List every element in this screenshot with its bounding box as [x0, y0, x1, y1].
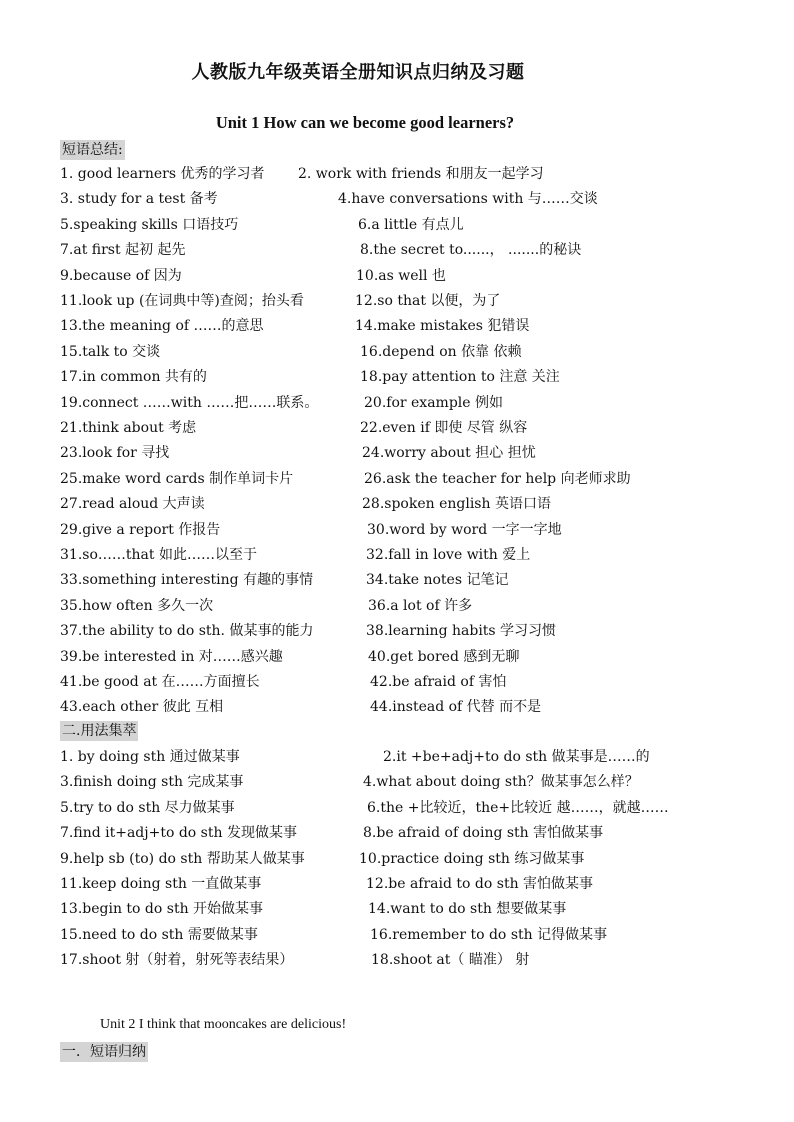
phrase-item-left: 19.connect ……with ……把……联系。: [60, 394, 319, 411]
usage-row: [0, 848, 794, 870]
phrase-item-left: 13.the meaning of ……的意思: [60, 318, 264, 335]
phrase-item-left: 21.think about 考虑: [60, 420, 197, 436]
phrase-item-left: 39.be interested in 对……感兴趣: [60, 648, 283, 665]
usage-row: [0, 873, 794, 895]
phrase-row: [0, 315, 794, 337]
usage-item-right: 18.shoot at（ 瞄准） 射: [371, 952, 530, 969]
phrase-row: [0, 265, 794, 287]
phrase-item-left: 1. good learners 优秀的学习者: [60, 166, 265, 182]
phrase-item-left: 35.how often 多久一次: [60, 597, 214, 614]
phrase-row: [0, 569, 794, 591]
phrase-row: [0, 417, 794, 439]
phrase-row: [0, 544, 794, 566]
phrase-item-left: 3. study for a test 备考: [60, 191, 218, 208]
usage-item-left: 17.shoot 射（射着，射死等表结果）: [60, 952, 294, 969]
phrase-item-left: 15.talk to 交谈: [60, 343, 161, 360]
phrase-item-right: 2. work with friends 和朋友一起学习: [298, 166, 544, 182]
usage-item-right: 16.remember to do sth 记得做某事: [370, 926, 608, 943]
phrase-item-left: 11.look up (在词典中等)查阅；抬头看: [60, 293, 304, 309]
phrase-item-right: 12.so that 以便，为了: [355, 293, 501, 309]
phrase-item-right: 42.be afraid of 害怕: [370, 674, 507, 690]
phrase-row: [0, 341, 794, 363]
usage-item-left: 7.find it+adj+to do sth 发现做某事: [60, 825, 297, 842]
phrase-row: [0, 519, 794, 541]
unit1-heading: Unit 1 How can we become good learners?: [215, 113, 515, 132]
phrase-item-right: 4.have conversations with 与……交谈: [338, 191, 598, 208]
phrase-row: [0, 493, 794, 515]
phrase-item-right: 30.word by word 一字一字地: [367, 521, 562, 538]
phrase-item-right: 44.instead of 代替 而不是: [370, 699, 542, 716]
phrase-item-left: 7.at first 起初 起先: [60, 242, 186, 259]
phrase-item-right: 32.fall in love with 爱上: [366, 547, 531, 563]
phrase-row: [0, 366, 794, 388]
usage-item-right: 14.want to do sth 想要做某事: [368, 901, 567, 918]
section-usages-label: 二.用法集萃: [62, 723, 137, 739]
phrase-item-right: 40.get bored 感到无聊: [368, 648, 520, 665]
phrase-row: [0, 214, 794, 236]
phrase-row: [0, 696, 794, 718]
usage-item-left: 3.finish doing sth 完成某事: [60, 774, 244, 791]
phrase-row: [0, 290, 794, 312]
phrase-item-right: 26.ask the teacher for help 向老师求助: [364, 470, 631, 487]
phrase-row: [0, 468, 794, 490]
phrase-item-right: 14.make mistakes 犯错误: [355, 318, 530, 335]
phrase-item-left: 37.the ability to do sth. 做某事的能力: [60, 623, 314, 640]
usage-row: [0, 949, 794, 971]
usage-item-left: 11.keep doing sth 一直做某事: [60, 876, 262, 892]
document-title: 人教版九年级英语全册知识点归纳及习题: [191, 62, 525, 83]
phrase-item-right: 22.even if 即使 尽管 纵容: [360, 420, 528, 436]
usage-row: [0, 898, 794, 920]
usage-item-left: 13.begin to do sth 开始做某事: [60, 901, 264, 918]
section-unit2-phrases-label: 一．短语归纳: [62, 1044, 146, 1060]
phrase-row: [0, 239, 794, 261]
section-phrases-label: 短语总结:: [62, 142, 123, 158]
phrase-item-left: 29.give a report 作报告: [60, 521, 221, 538]
phrase-item-right: 34.take notes 记笔记: [366, 572, 509, 589]
phrase-row: [0, 620, 794, 642]
usage-row: [0, 797, 794, 819]
phrase-item-right: 6.a little 有点儿: [358, 216, 464, 233]
phrase-item-left: 33.something interesting 有趣的事情: [60, 572, 314, 589]
phrase-row: [0, 646, 794, 668]
phrase-row: [0, 595, 794, 617]
usage-row: [0, 746, 794, 768]
phrase-item-right: 38.learning habits 学习习惯: [366, 623, 557, 640]
phrase-item-right: 28.spoken english 英语口语: [362, 496, 551, 513]
usage-item-right: 8.be afraid of doing sth 害怕做某事: [363, 825, 604, 842]
usage-item-left: 9.help sb (to) do sth 帮助某人做某事: [60, 850, 305, 867]
usage-item-left: 5.try to do sth 尽力做某事: [60, 799, 235, 816]
phrase-item-left: 27.read aloud 大声读: [60, 496, 205, 513]
phrase-row: [0, 163, 794, 185]
phrase-item-right: 36.a lot of 许多: [368, 597, 473, 614]
phrase-item-left: 23.look for 寻找: [60, 445, 170, 462]
usage-row: [0, 924, 794, 946]
phrase-item-left: 41.be good at 在……方面擅长: [60, 674, 260, 690]
phrase-row: [0, 442, 794, 464]
phrase-row: [0, 188, 794, 210]
phrase-item-right: 10.as well 也: [356, 267, 446, 284]
phrase-row: [0, 671, 794, 693]
usage-row: [0, 822, 794, 844]
usage-item-left: 15.need to do sth 需要做某事: [60, 926, 258, 943]
usage-row: [0, 771, 794, 793]
usage-item-right: 2.it +be+adj+to do sth 做某事是……的: [383, 749, 650, 765]
usage-item-right: 6.the +比较近，the+比较近 越……，就越……: [367, 799, 669, 816]
phrase-item-left: 9.because of 因为: [60, 267, 182, 284]
usage-item-right: 4.what about doing sth？做某事怎么样？: [363, 774, 639, 791]
phrase-item-left: 31.so……that 如此……以至于: [60, 547, 257, 563]
phrase-item-right: 18.pay attention to 注意 关注: [360, 369, 560, 386]
phrase-item-left: 5.speaking skills 口语技巧: [60, 216, 239, 233]
phrase-item-right: 20.for example 例如: [364, 394, 503, 411]
usage-item-right: 12.be afraid to do sth 害怕做某事: [366, 876, 594, 892]
phrase-row: [0, 392, 794, 414]
usage-item-right: 10.practice doing sth 练习做某事: [359, 850, 585, 867]
usage-item-left: 1. by doing sth 通过做某事: [60, 749, 240, 765]
phrase-item-left: 25.make word cards 制作单词卡片: [60, 470, 294, 487]
phrase-item-right: 8.the secret to......， .......的秘诀: [360, 242, 582, 259]
phrase-item-left: 17.in common 共有的: [60, 369, 207, 386]
phrase-item-right: 16.depend on 依靠 依赖: [360, 343, 522, 360]
phrase-item-right: 24.worry about 担心 担忧: [362, 445, 536, 462]
phrase-item-left: 43.each other 彼此 互相: [60, 699, 224, 716]
unit2-heading: Unit 2 I think that mooncakes are delicious!: [100, 1017, 347, 1032]
